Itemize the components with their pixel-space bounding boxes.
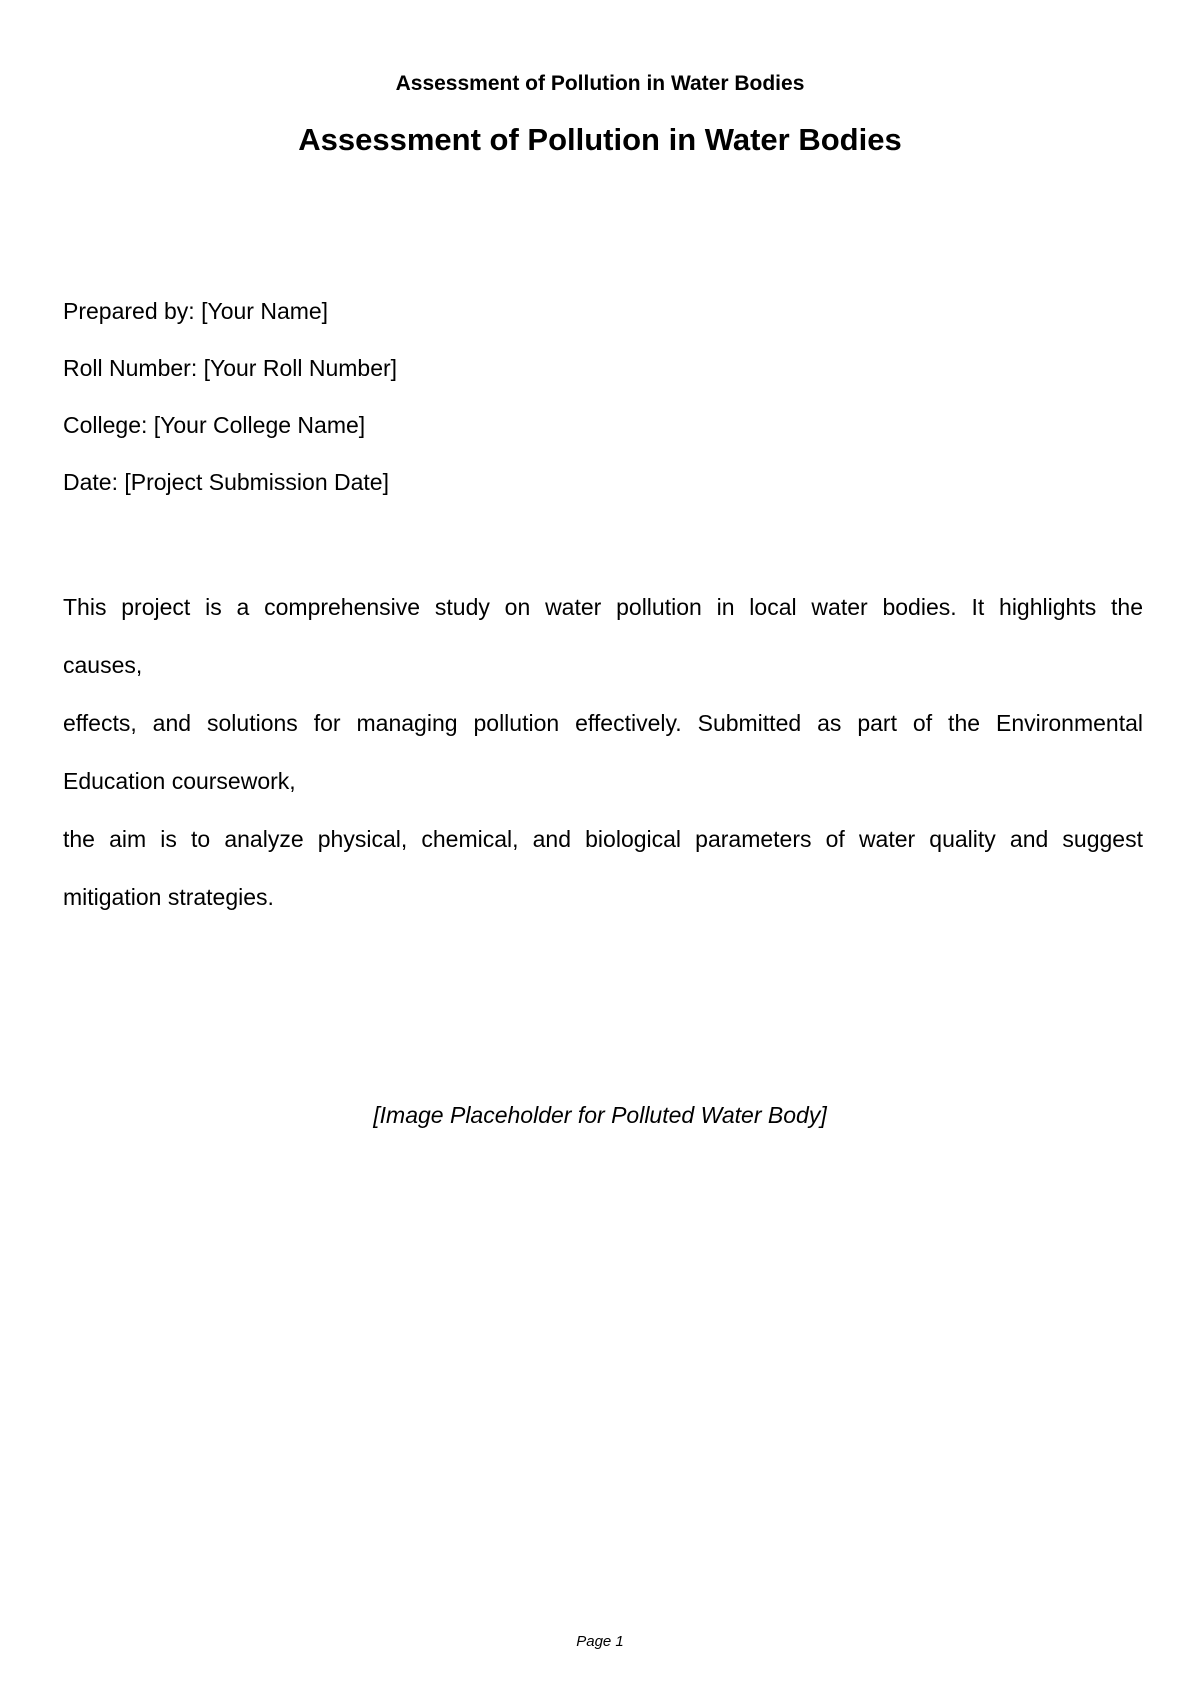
document-title: Assessment of Pollution in Water Bodies — [298, 122, 902, 157]
college-line: College: [Your College Name] — [63, 412, 366, 438]
abstract-line: causes, — [63, 652, 143, 678]
date-line: Date: [Project Submission Date] — [63, 469, 389, 495]
image-placeholder-caption: [Image Placeholder for Polluted Water Body] — [373, 1102, 827, 1128]
abstract-line: Education coursework, — [63, 768, 296, 794]
abstract-line: This project is a comprehensive study on water pollution in local water bodies. It highlights the — [63, 594, 1143, 620]
abstract-line: mitigation strategies. — [63, 884, 274, 910]
abstract-line: effects, and solutions for managing pollution effectively. Submitted as part of the Environmental — [63, 710, 1143, 736]
author-info-block — [63, 296, 1143, 524]
page-number: Page 1 — [576, 1633, 624, 1650]
running-header: Assessment of Pollution in Water Bodies — [395, 72, 805, 95]
prepared-by-line: Prepared by: [Your Name] — [63, 298, 329, 324]
roll-number-line: Roll Number: [Your Roll Number] — [63, 355, 398, 381]
abstract-line: the aim is to analyze physical, chemical, and biological parameters of water quality and suggest — [63, 826, 1143, 852]
abstract-paragraph — [63, 578, 1143, 926]
